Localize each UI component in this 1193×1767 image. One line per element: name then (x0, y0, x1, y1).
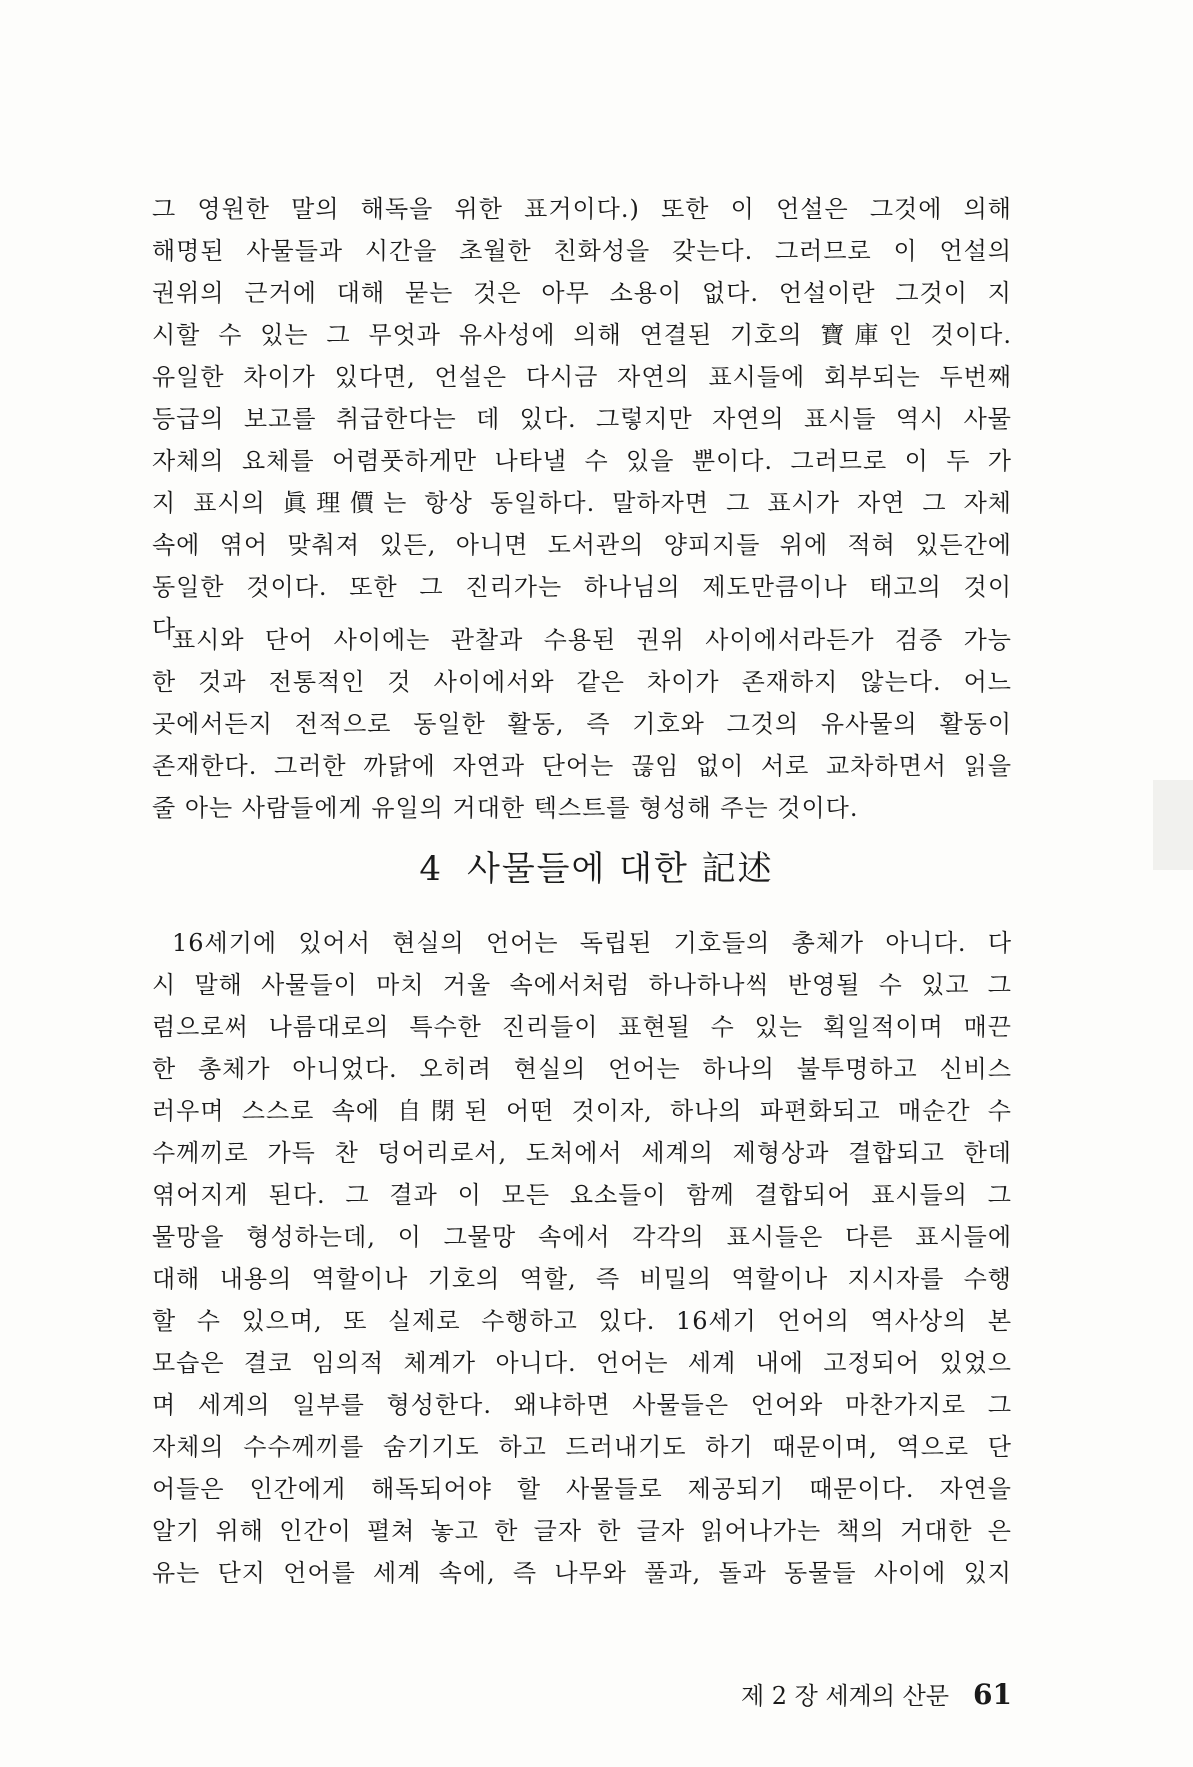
text-line: 속에 엮어 맞춰져 있든, 아니면 도서관의 양피지들 위에 적혀 있든간에 (152, 531, 1012, 559)
text-line: 다. (152, 615, 185, 643)
chapter-title: 제 2 장 세계의 산문 (740, 1682, 950, 1710)
text-line: 대해 내용의 역할이나 기호의 역할, 즉 비밀의 역할이나 지시자를 수행 (152, 1265, 1012, 1293)
text-line: 시할 수 있는 그 무엇과 유사성에 의해 연결된 기호의 寶庫인 것이다. (152, 321, 1012, 349)
text-line: 시 말해 사물들이 마치 거울 속에서처럼 하나하나씩 반영될 수 있고 그 (152, 971, 1012, 999)
text-line: 권위의 근거에 대해 묻는 것은 아무 소용이 없다. 언설이란 그것이 지 (152, 279, 1012, 307)
text-line: 어들은 인간에게 해독되어야 할 사물들로 제공되기 때문이다. 자연을 (152, 1475, 1012, 1503)
text-line: 한 것과 전통적인 것 사이에서와 같은 차이가 존재하지 않는다. 어느 (152, 668, 1012, 696)
text-line: 등급의 보고를 취급한다는 데 있다. 그렇지만 자연의 표시들 역시 사물 (152, 405, 1012, 433)
text-line: 동일한 것이다. 또한 그 진리가는 하나님의 제도만큼이나 태고의 것이 (152, 573, 1012, 601)
paragraph-2 (152, 619, 1012, 829)
page-footer (720, 1677, 1012, 1714)
section-heading (0, 845, 1193, 893)
text-line: 한 총체가 아니었다. 오히려 현실의 언어는 하나의 불투명하고 신비스 (152, 1055, 1012, 1083)
text-line: 할 수 있으며, 또 실제로 수행하고 있다. 16세기 언어의 역사상의 본 (152, 1307, 1012, 1335)
text-line: 엮어지게 된다. 그 결과 이 모든 요소들이 함께 결합되어 표시들의 그 (152, 1181, 1012, 1209)
paragraph-1 (152, 188, 1012, 650)
paragraph-3 (152, 922, 1012, 1594)
text-line: 표시와 단어 사이에는 관찰과 수용된 권위 사이에서라든가 검증 가능 (172, 626, 1012, 654)
text-line: 그 영원한 말의 해독을 위한 표거이다.) 또한 이 언설은 그것에 의해 (152, 195, 1012, 223)
text-line: 유일한 차이가 있다면, 언설은 다시금 자연의 표시들에 회부되는 두번째 (152, 363, 1012, 391)
text-line: 지 표시의 眞理價는 항상 동일하다. 말하자면 그 표시가 자연 그 자체 (152, 489, 1012, 517)
text-line: 해명된 사물들과 시간을 초월한 친화성을 갖는다. 그러므로 이 언설의 (152, 237, 1012, 265)
text-line: 모습은 결코 임의적 체계가 아니다. 언어는 세계 내에 고정되어 있었으 (152, 1349, 1012, 1377)
text-line: 물망을 형성하는데, 이 그물망 속에서 각각의 표시들은 다른 표시들에 (152, 1223, 1012, 1251)
text-line: 러우며 스스로 속에 自閉된 어떤 것이자, 하나의 파편화되고 매순간 수 (152, 1097, 1012, 1125)
section-number: 4 (419, 849, 443, 889)
text-line: 럼으로써 나름대로의 특수한 진리들이 표현될 수 있는 획일적이며 매끈 (152, 1013, 1012, 1041)
page-number: 61 (973, 1678, 1012, 1711)
text-line: 수께끼로 가득 찬 덩어리로서, 도처에서 세계의 제형상과 결합되고 한데 (152, 1139, 1012, 1167)
text-line: 자체의 수수께끼를 숨기기도 하고 드러내기도 하기 때문이며, 역으로 단 (152, 1433, 1012, 1461)
text-line: 며 세계의 일부를 형성한다. 왜냐하면 사물들은 언어와 마찬가지로 그 (152, 1391, 1012, 1419)
text-line: 존재한다. 그러한 까닭에 자연과 단어는 끊임 없이 서로 교차하면서 읽을 (152, 752, 1012, 780)
text-line: 자체의 요체를 어렴풋하게만 나타낼 수 있을 뿐이다. 그러므로 이 두 가 (152, 447, 1012, 475)
text-line: 16세기에 있어서 현실의 언어는 독립된 기호들의 총체가 아니다. 다 (172, 929, 1012, 957)
text-line: 곳에서든지 전적으로 동일한 활동, 즉 기호와 그것의 유사물의 활동이 (152, 710, 1012, 738)
text-line: 유는 단지 언어를 세계 속에, 즉 나무와 풀과, 돌과 동물들 사이에 있지 (152, 1559, 1012, 1587)
text-line: 줄 아는 사람들에게 유일의 거대한 텍스트를 형성해 주는 것이다. (152, 794, 859, 822)
section-title: 사물들에 대한 記述 (466, 849, 774, 889)
text-line: 알기 위해 인간이 펼쳐 놓고 한 글자 한 글자 읽어나가는 책의 거대한 은 (152, 1517, 1012, 1545)
